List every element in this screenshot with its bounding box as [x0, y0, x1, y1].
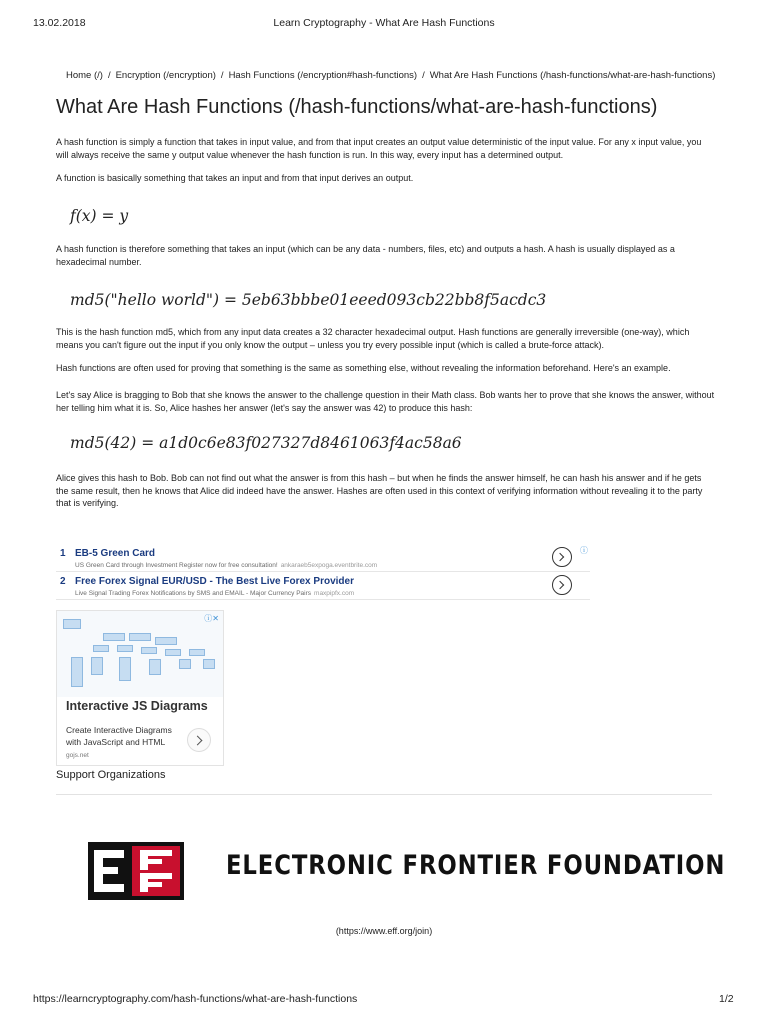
breadcrumb-home[interactable]: Home (/)	[66, 70, 103, 81]
paragraph-usage: Hash functions are often used for proving that something is the same as something else, without revealing the information beforehand. Here's an example.	[56, 363, 671, 373]
ad-number: 2	[60, 576, 66, 587]
ad-description-text: US Green Card through Investment Register now for free consultation!	[75, 562, 278, 569]
divider	[56, 794, 712, 795]
chevron-right-icon[interactable]	[552, 575, 572, 595]
ad-title-link[interactable]: EB-5 Green Card	[75, 548, 156, 559]
breadcrumb	[66, 70, 715, 81]
card-description: Create Interactive Diagrams with JavaScript and HTML	[66, 725, 172, 747]
chevron-right-icon[interactable]	[187, 728, 211, 752]
ad-description-text: Live Signal Trading Forex Notifications by SMS and EMAIL - Major Currency Pairs	[75, 590, 312, 597]
paragraph-hash-definition: A hash function is therefore something that takes an input (which can be any data - numbers, files, etc) and outputs a hash. A hash is usually displayed as a hexadecimal number.	[56, 244, 675, 267]
ad-item[interactable]	[56, 545, 590, 572]
paragraph-verification: Alice gives this hash to Bob. Bob can not find out what the answer is from this hash – but when he finds the answer himself, he can hash his answer and if he gets the same result, then he knows that Alice did indeed have the answer. Hashes are often used in this context of verifying information without revealing it to the party that is verifying.	[56, 473, 703, 508]
ad-description	[75, 590, 354, 597]
breadcrumb-separator: /	[107, 70, 111, 81]
ad-number: 1	[60, 548, 66, 559]
card-title[interactable]: Interactive JS Diagrams	[66, 699, 208, 713]
breadcrumb-separator: /	[422, 70, 425, 81]
support-heading: Support Organizations	[56, 769, 166, 781]
print-date: 13.02.2018	[33, 17, 86, 29]
eff-logo-icon[interactable]	[88, 842, 184, 900]
eff-join-link[interactable]: (https://www.eff.org/join)	[335, 926, 433, 936]
formula-md5-42: md5(42) = a1d0c6e83f027327d8461063f4ac58a6	[70, 434, 462, 452]
close-icon[interactable]: ⓘ✕	[204, 614, 219, 623]
paragraph-function-definition: A function is basically something that takes an input and from that input derives an output.	[56, 173, 414, 183]
paragraph-md5-explanation: This is the hash function md5, which from any input data creates a 32 character hexadecimal output. Hash functions are generally irreversible (one-way), which means you can't figure out the input if you only know the output – unless you try every possible input (which is called a brute-force attack).	[56, 327, 690, 350]
breadcrumb-hash-functions[interactable]: Hash Functions (/encryption#hash-functions)	[228, 70, 418, 81]
chevron-right-icon[interactable]	[552, 547, 572, 567]
breadcrumb-current[interactable]: What Are Hash Functions (/hash-functions/what-are-hash-functions)	[429, 70, 716, 81]
paragraph-intro: A hash function is simply a function that takes in input value, and from that input creates an output value deterministic of the input value. For any x input value, you will always receive the same y output value whenever the hash function is run. In this way, every input has a determined output.	[56, 137, 702, 160]
formula-function: f(x) = y	[70, 207, 129, 225]
display-ad-card[interactable]	[56, 610, 224, 766]
formula-md5-hello-world: md5("hello world") = 5eb63bbbe01eeed093cb22bb8f5acdc3	[70, 291, 547, 309]
print-title: Learn Cryptography - What Are Hash Functions	[273, 17, 495, 29]
page-title[interactable]: What Are Hash Functions (/hash-functions/what-are-hash-functions)	[56, 96, 658, 118]
breadcrumb-encryption[interactable]: Encryption (/encryption)	[115, 70, 216, 81]
info-icon[interactable]: ⓘ	[580, 546, 588, 555]
eff-organization-name[interactable]: ELECTRONIC FRONTIER FOUNDATION	[226, 850, 726, 881]
ad-description	[75, 562, 377, 569]
ad-domain: maxpipfx.com	[314, 590, 355, 597]
paragraph-alice-example: Let's say Alice is bragging to Bob that she knows the answer to the challenge question in their Math class. Bob wants her to prove that she knows the answer, without her telling him what it is. So, Alice hashes her answer (let's say the answer was 42) to produce this hash:	[56, 390, 715, 413]
ad-domain: ankaraeb5expoga.eventbrite.com	[280, 562, 378, 569]
print-page-number: 1/2	[719, 993, 734, 1005]
diagram-preview-image	[57, 611, 223, 697]
print-footer-url: https://learncryptography.com/hash-functions/what-are-hash-functions	[33, 993, 358, 1005]
ad-title-link[interactable]: Free Forex Signal EUR/USD - The Best Live Forex Provider	[75, 576, 354, 587]
ad-item[interactable]	[56, 573, 590, 600]
card-domain: gojs.net	[66, 752, 89, 759]
breadcrumb-separator: /	[220, 70, 224, 81]
